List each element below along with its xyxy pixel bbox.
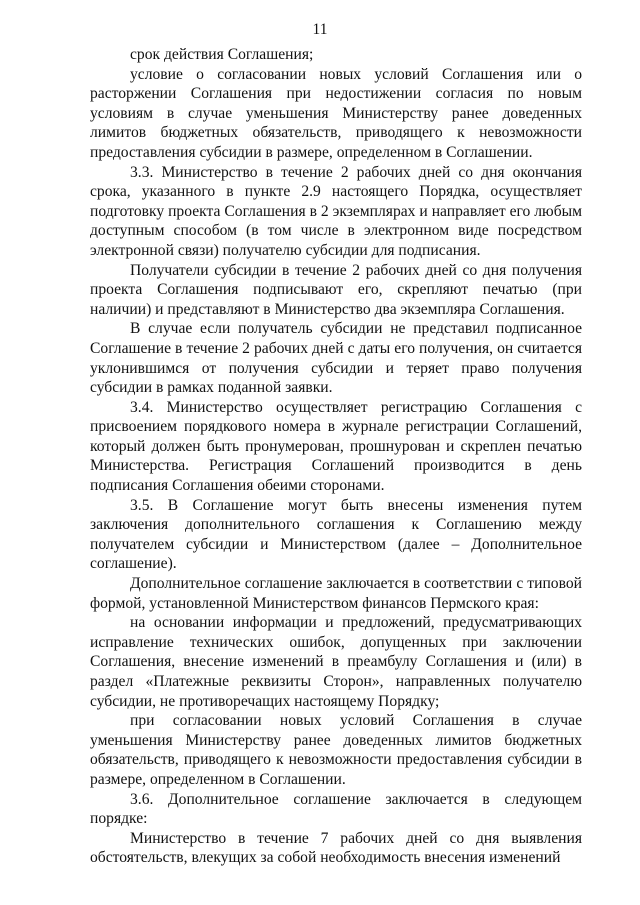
paragraph-typical-form: Дополнительное соглашение заключается в соответствии с типовой формой, установленной Министерством финансов Пермского края: <box>90 575 582 612</box>
paragraph-term: срок действия Соглашения; <box>130 46 314 63</box>
paragraph-3-5: 3.5. В Соглашение могут быть внесены изменения путем заключения дополнительного соглашения к Соглашению между получателем субсидии и Министерством (далее – Дополнительное соглашение). <box>90 496 582 573</box>
paragraph-3-3: 3.3. Министерство в течение 2 рабочих дней со дня окончания срока, указанного в пункте 2.9 настоящего Порядка, осуществляет подготовку проекта Соглашения в 2 экземплярах и направляет его любым доступным способом (в том числе в электронном виде посредством электронной связи) получателю субсидии для подписания. <box>90 163 582 259</box>
page-number: 11 <box>312 21 328 38</box>
paragraph-signing: Получатели субсидии в течение 2 рабочих дней со дня получения проекта Соглашения подписывают его, скрепляют печатью (при наличии) и представляют в Министерство два экземпляра Соглашения. <box>90 261 582 318</box>
document-body <box>90 45 582 868</box>
paragraph-technical-errors: на основании информации и предложений, предусматривающих исправление технических ошибок, допущенных при заключении Соглашения, внесение изменений в преамбулу Соглашения и (или) в раздел «Платежные реквизиты Сторон», направленных получателю субсидии, не противоречащих настоящему Порядку; <box>90 614 582 710</box>
paragraph-evasion: В случае если получатель субсидии не представил подписанное Соглашение в течение 2 рабочих дней с даты его получения, он считается уклонившимся от получения субсидии и теряет право получения субсидии в рамках поданной заявки. <box>90 320 582 397</box>
paragraph-3-6: 3.6. Дополнительное соглашение заключается в следующем порядке: <box>90 790 582 828</box>
paragraph-limits-reduction: при согласовании новых условий Соглашения в случае уменьшения Министерству ранее доведенных лимитов бюджетных обязательств, приводящего к невозможности предоставления субсидии в размере, определенном в Соглашении. <box>90 712 582 788</box>
paragraph-new-conditions: условие о согласовании новых условий Соглашения или о расторжении Соглашения при недостижении согласия по новым условиям в случае уменьшения Министерству ранее доведенных лимитов бюджетных обязательств, приводящего к невозможности предоставления субсидии в размере, определенном в Соглашении. <box>90 65 582 161</box>
paragraph-ministry-7-days: Министерство в течение 7 рабочих дней со дня выявления обстоятельств, влекущих за собой необходимость внесения изменений <box>90 829 582 867</box>
paragraph-3-4: 3.4. Министерство осуществляет регистрацию Соглашения с присвоением порядкового номера в журнале регистрации Соглашений, который должен быть пронумерован, прошнурован и скреплен печатью Министерства. Регистрация Соглашений производится в день подписания Соглашения обеими сторонами. <box>90 398 582 495</box>
